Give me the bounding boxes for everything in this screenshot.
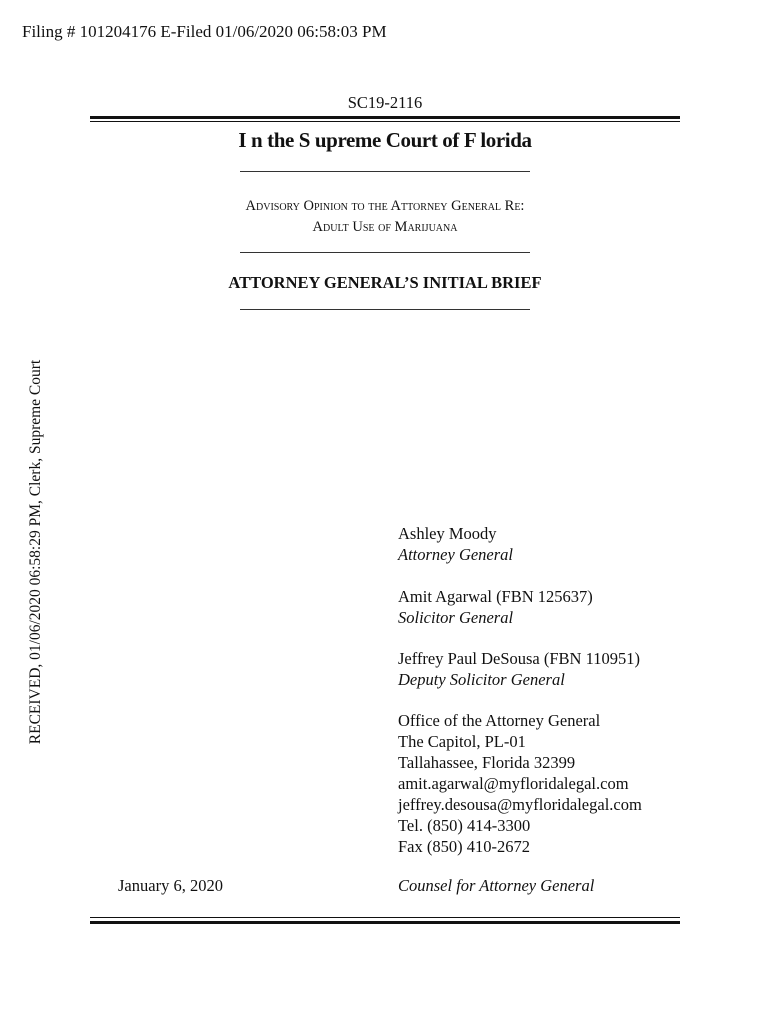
bottom-rule-thick: [90, 921, 680, 924]
separator-1: [240, 171, 530, 172]
filing-date: January 6, 2020: [118, 876, 223, 895]
separator-3: [240, 309, 530, 310]
address-line-1: The Capitol, PL-01: [398, 732, 526, 751]
person-title: Attorney General: [398, 545, 514, 564]
received-stamp: RECEIVED, 01/06/2020 06:58:29 PM, Clerk, Supreme Court: [27, 359, 44, 745]
person-name: Jeffrey Paul DeSousa (FBN 110951): [398, 649, 640, 668]
person-title: Deputy Solicitor General: [398, 670, 565, 689]
office-name: Office of the Attorney General: [398, 711, 601, 730]
top-rule-thin: [90, 121, 680, 122]
caption-line-2: Adult Use of Marijuana: [312, 219, 458, 235]
separator-2: [240, 252, 530, 253]
case-number: SC19-2116: [347, 93, 423, 112]
counsel-block-solicitor-general: [398, 586, 593, 628]
counsel-block-attorney-general: [398, 523, 513, 565]
caption-line-1: Advisory Opinion to the Attorney General Re:: [245, 198, 525, 214]
bottom-rule-thin: [90, 917, 680, 918]
counsel-for: Counsel for Attorney General: [398, 876, 595, 895]
email-link-2[interactable]: jeffrey.desousa@myfloridalegal.com: [398, 795, 642, 814]
telephone: Tel. (850) 414-3300: [398, 816, 531, 835]
person-title: Solicitor General: [398, 608, 514, 627]
counsel-block-deputy-solicitor-general: [398, 648, 640, 690]
court-name: I n the S upreme Court of F lorida: [238, 128, 532, 152]
person-name: Ashley Moody: [398, 524, 497, 543]
office-address-block: [398, 710, 642, 857]
address-line-2: Tallahassee, Florida 32399: [398, 753, 576, 772]
person-name: Amit Agarwal (FBN 125637): [398, 587, 593, 606]
email-link-1[interactable]: amit.agarwal@myfloridalegal.com: [398, 774, 629, 793]
brief-title: ATTORNEY GENERAL’S INITIAL BRIEF: [228, 273, 542, 292]
fax: Fax (850) 410-2672: [398, 837, 530, 856]
filing-stamp: Filing # 101204176 E-Filed 01/06/2020 06:58:03 PM: [22, 22, 387, 41]
top-rule-thick: [90, 116, 680, 119]
